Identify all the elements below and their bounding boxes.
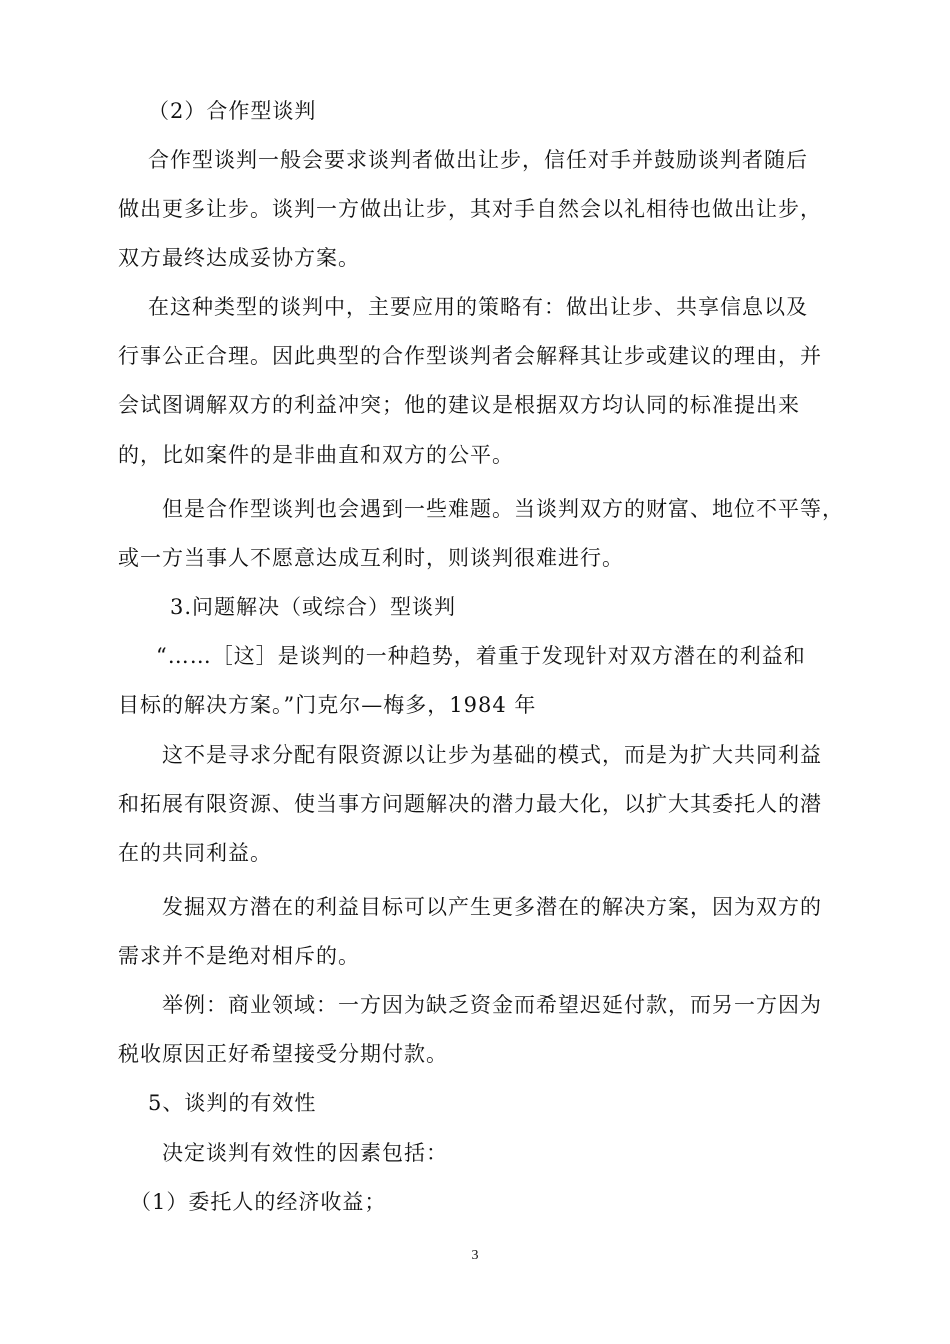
paragraph-line: 这不是寻求分配有限资源以让步为基础的模式，而是为扩大共同利益: [162, 743, 822, 767]
paragraph-line: 和拓展有限资源、使当事方问题解决的潜力最大化，以扩大其委托人的潜: [118, 792, 822, 816]
paragraph-line: 但是合作型谈判也会遇到一些难题。当谈判双方的财富、地位不平等，: [162, 497, 844, 521]
paragraph-line: 的，比如案件的是非曲直和双方的公平。: [118, 443, 514, 467]
page-number: 3: [471, 1248, 479, 1263]
heading-problem-solving-negotiation: 3.问题解决（或综合）型谈判: [170, 595, 457, 619]
heading-cooperative-negotiation: （2）合作型谈判: [148, 99, 317, 123]
paragraph-line: 需求并不是绝对相斥的。: [118, 944, 360, 968]
example-line: 举例：商业领域：一方因为缺乏资金而希望迟延付款，而另一方因为: [162, 993, 822, 1017]
paragraph-line: 在这种类型的谈判中，主要应用的策略有：做出让步、共享信息以及: [148, 295, 808, 319]
quote-line: “……［这］是谈判的一种趋势，着重于发现针对双方潜在的利益和: [156, 644, 806, 668]
paragraph-line: 做出更多让步。谈判一方做出让步，其对手自然会以礼相待也做出让步，: [118, 197, 822, 221]
paragraph-line: 发掘双方潜在的利益目标可以产生更多潜在的解决方案，因为双方的: [162, 895, 822, 919]
example-line: 税收原因正好希望接受分期付款。: [118, 1042, 448, 1066]
paragraph-line: 行事公正合理。因此典型的合作型谈判者会解释其让步或建议的理由，并: [118, 344, 822, 368]
heading-negotiation-effectiveness: 5、谈判的有效性: [148, 1091, 317, 1115]
list-item: （1）委托人的经济收益；: [130, 1190, 387, 1214]
quote-line: 目标的解决方案。”门克尔—梅多，1984 年: [118, 693, 537, 717]
paragraph-line: 或一方当事人不愿意达成互利时，则谈判很难进行。: [118, 546, 624, 570]
paragraph-line: 双方最终达成妥协方案。: [118, 246, 360, 270]
paragraph-line: 会试图调解双方的利益冲突；他的建议是根据双方均认同的标准提出来: [118, 393, 800, 417]
paragraph-line: 在的共同利益。: [118, 841, 272, 865]
paragraph-line: 决定谈判有效性的因素包括：: [162, 1141, 448, 1165]
paragraph-line: 合作型谈判一般会要求谈判者做出让步，信任对手并鼓励谈判者随后: [148, 148, 808, 172]
